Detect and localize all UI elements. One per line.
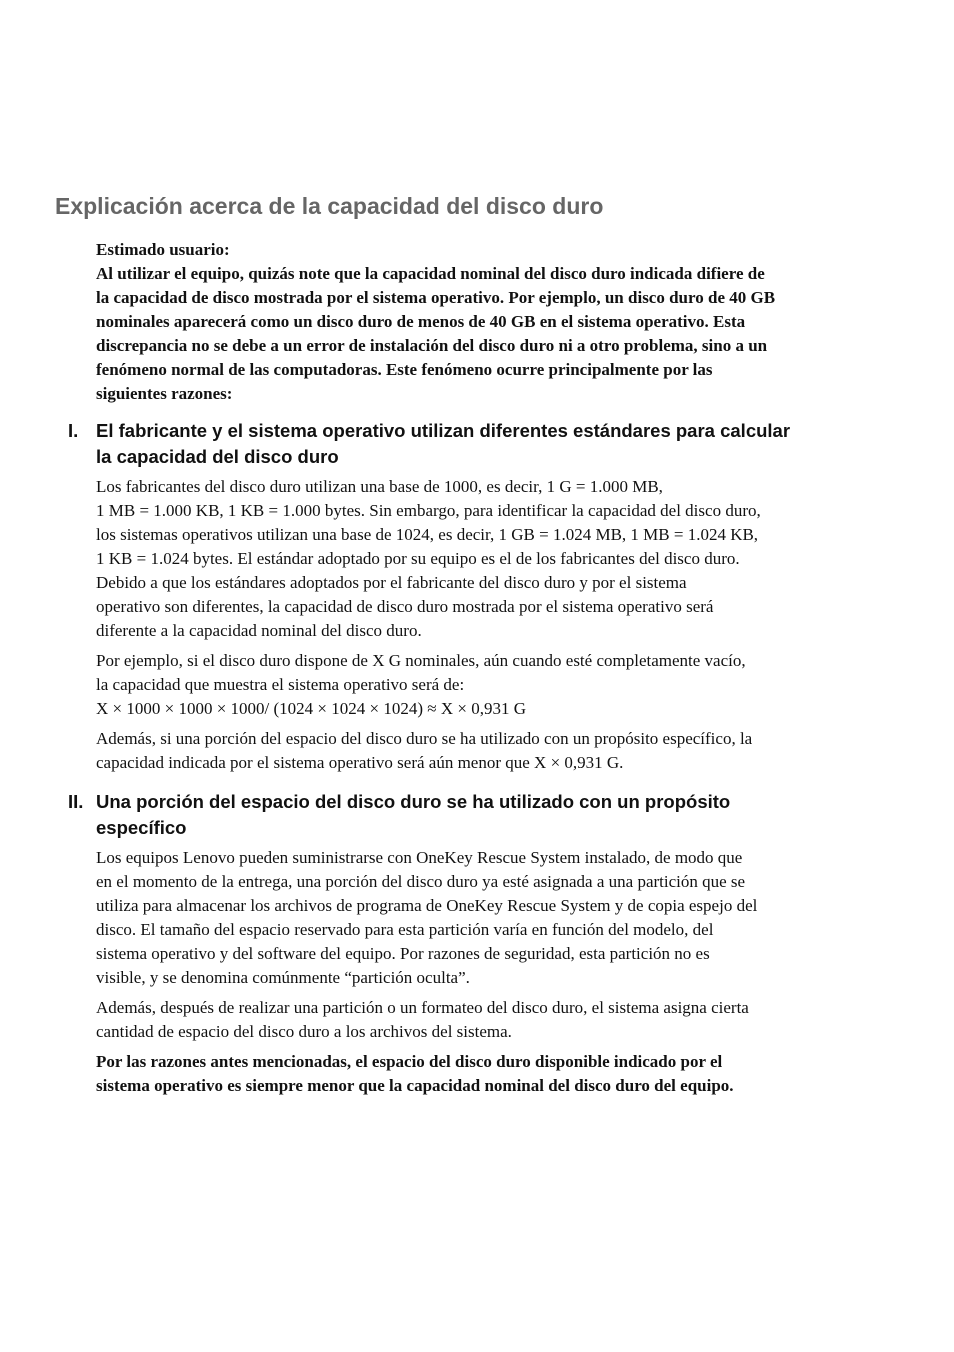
text-line: Los equipos Lenovo pueden suministrarse con OneKey Rescue System instalado, de modo que — [96, 848, 743, 867]
intro-paragraph — [96, 238, 866, 406]
document-body — [68, 238, 866, 1098]
section-heading — [68, 789, 866, 841]
heading-line: Una porción del espacio del disco duro se ha utilizado con un propósito — [96, 791, 731, 812]
section-2 — [68, 789, 866, 1044]
text-line: disco. El tamaño del espacio reservado para esta partición varía en función del modelo, del — [96, 920, 714, 939]
text-line: cantidad de espacio del disco duro a los archivos del sistema. — [96, 1022, 512, 1041]
text-line: operativo son diferentes, la capacidad de disco duro mostrada por el sistema operativo será — [96, 597, 714, 616]
section-numeral: II. — [68, 791, 84, 812]
body-paragraph — [96, 649, 866, 721]
heading-line: la capacidad del disco duro — [96, 446, 339, 467]
text-line: diferente a la capacidad nominal del disco duro. — [96, 621, 422, 640]
section-numeral: I. — [68, 420, 79, 441]
intro-line: siguientes razones: — [96, 384, 233, 403]
text-line: 1 KB = 1.024 bytes. El estándar adoptado por su equipo es el de los fabricantes del disco duro. — [96, 549, 740, 568]
text-line: la capacidad que muestra el sistema operativo será de: — [96, 675, 465, 694]
text-line: capacidad indicada por el sistema operativo será aún menor que X × 0,931 G. — [96, 753, 624, 772]
section-1 — [68, 418, 866, 775]
text-line: Debido a que los estándares adoptados por el fabricante del disco duro y por el sistema — [96, 573, 687, 592]
text-line: Los fabricantes del disco duro utilizan una base de 1000, es decir, 1 G = 1.000 MB, — [96, 477, 663, 496]
intro-line: la capacidad de disco mostrada por el sistema operativo. Por ejemplo, un disco duro de 40 GB — [96, 288, 776, 307]
body-paragraph — [96, 475, 866, 643]
conclusion-line: sistema operativo es siempre menor que la capacidad nominal del disco duro del equipo. — [96, 1076, 734, 1095]
page-title: Explicación acerca de la capacidad del disco duro — [55, 193, 604, 219]
text-line: sistema operativo y del software del equipo. Por razones de seguridad, esta partición no es — [96, 944, 710, 963]
body-paragraph — [96, 846, 866, 990]
intro-line: Estimado usuario: — [96, 240, 230, 259]
text-line: Además, después de realizar una partición o un formateo del disco duro, el sistema asigna cierta — [96, 998, 749, 1017]
body-paragraph — [96, 996, 866, 1044]
text-line: utiliza para almacenar los archivos de programa de OneKey Rescue System y de copia espejo del — [96, 896, 758, 915]
text-line: Por ejemplo, si el disco duro dispone de X G nominales, aún cuando esté completamente vacío, — [96, 651, 746, 670]
text-line: 1 MB = 1.000 KB, 1 KB = 1.000 bytes. Sin embargo, para identificar la capacidad del disco duro, — [96, 501, 761, 520]
intro-line: Al utilizar el equipo, quizás note que la capacidad nominal del disco duro indicada difiere de — [96, 264, 765, 283]
text-line: Además, si una porción del espacio del disco duro se ha utilizado con un propósito específico, la — [96, 729, 753, 748]
text-line: en el momento de la entrega, una porción del disco duro ya esté asignada a una partición que se — [96, 872, 746, 891]
conclusion-paragraph — [96, 1050, 866, 1098]
text-line: visible, y se denomina comúnmente “partición oculta”. — [96, 968, 470, 987]
heading-line: El fabricante y el sistema operativo utilizan diferentes estándares para calcular — [96, 420, 791, 441]
intro-line: nominales aparecerá como un disco duro de menos de 40 GB en el sistema operativo. Esta — [96, 312, 746, 331]
intro-line: fenómeno normal de las computadoras. Este fenómeno ocurre principalmente por las — [96, 360, 713, 379]
conclusion-line: Por las razones antes mencionadas, el espacio del disco duro disponible indicado por el — [96, 1052, 723, 1071]
section-heading — [68, 418, 866, 470]
heading-line: específico — [96, 817, 187, 838]
intro-line: discrepancia no se debe a un error de instalación del disco duro ni a otro problema, sino a un — [96, 336, 768, 355]
text-line: los sistemas operativos utilizan una base de 1024, es decir, 1 GB = 1.024 MB, 1 MB = 1.024 KB, — [96, 525, 759, 544]
formula-line: X × 1000 × 1000 × 1000/ (1024 × 1024 × 1024) ≈ X × 0,931 G — [96, 699, 526, 718]
body-paragraph — [96, 727, 866, 775]
